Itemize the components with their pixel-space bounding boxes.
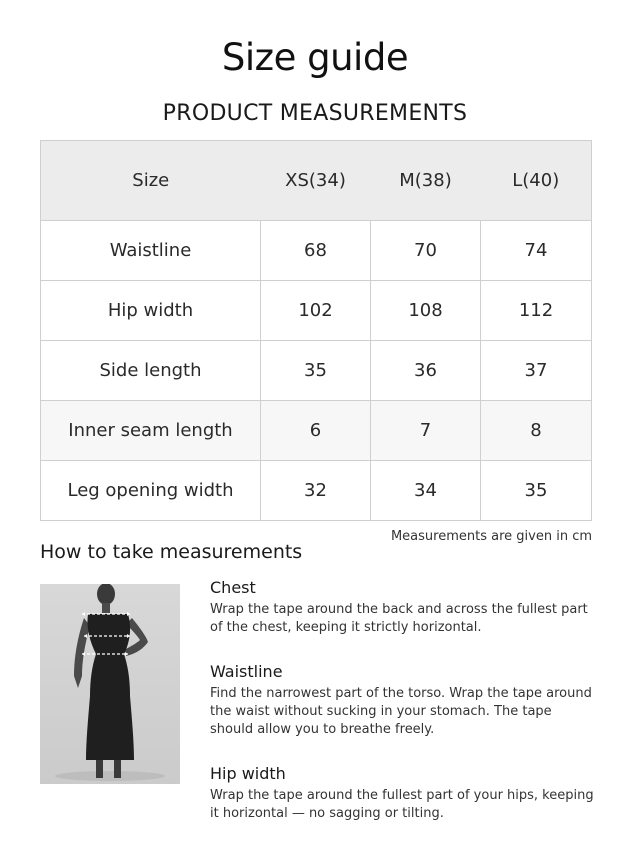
column-header-xs: XS(34) bbox=[261, 141, 371, 221]
instruction-heading: Waistline bbox=[210, 662, 283, 681]
row-label: Side length bbox=[41, 341, 261, 401]
size-table bbox=[40, 140, 592, 521]
model-figure-image bbox=[40, 584, 180, 784]
cell-value: 36 bbox=[371, 341, 481, 401]
table-row bbox=[41, 401, 592, 461]
instruction-text: Wrap the tape around the back and across the fullest part of the chest, keeping it strictly horizontal. bbox=[210, 602, 588, 635]
unit-note: Measurements are given in cm bbox=[390, 529, 592, 544]
page-title: Size guide bbox=[221, 36, 409, 79]
column-header-size: Size bbox=[41, 141, 261, 221]
cell-value: 108 bbox=[371, 281, 481, 341]
dress-silhouette-icon bbox=[40, 584, 180, 784]
cell-value: 35 bbox=[261, 341, 371, 401]
instruction-waistline bbox=[210, 662, 595, 739]
instruction-text: Find the narrowest part of the torso. Wrap the tape around the waist without sucking in your stomach. The tape should allow you to breathe freely. bbox=[210, 686, 592, 737]
table-row bbox=[41, 281, 592, 341]
cell-value: 34 bbox=[371, 461, 481, 521]
cell-value: 37 bbox=[481, 341, 592, 401]
row-label: Waistline bbox=[41, 221, 261, 281]
instruction-heading: Chest bbox=[210, 578, 256, 597]
table-row bbox=[41, 341, 592, 401]
how-to-title: How to take measurements bbox=[40, 541, 303, 563]
cell-value: 6 bbox=[261, 401, 371, 461]
column-header-l: L(40) bbox=[481, 141, 592, 221]
row-label: Leg opening width bbox=[41, 461, 261, 521]
instruction-heading: Hip width bbox=[210, 764, 286, 783]
table-row bbox=[41, 221, 592, 281]
row-label: Hip width bbox=[41, 281, 261, 341]
page-subtitle: PRODUCT MEASUREMENTS bbox=[162, 101, 468, 126]
cell-value: 7 bbox=[371, 401, 481, 461]
cell-value: 70 bbox=[371, 221, 481, 281]
instruction-text: Wrap the tape around the fullest part of your hips, keeping it horizontal — no sagging or tilting. bbox=[210, 788, 594, 821]
cell-value: 8 bbox=[481, 401, 592, 461]
cell-value: 102 bbox=[261, 281, 371, 341]
cell-value: 74 bbox=[481, 221, 592, 281]
cell-value: 68 bbox=[261, 221, 371, 281]
row-label: Inner seam length bbox=[41, 401, 261, 461]
cell-value: 35 bbox=[481, 461, 592, 521]
cell-value: 112 bbox=[481, 281, 592, 341]
instruction-chest bbox=[210, 578, 595, 637]
table-header-row bbox=[41, 141, 592, 221]
instruction-hip-width bbox=[210, 764, 595, 823]
table-row bbox=[41, 461, 592, 521]
column-header-m: M(38) bbox=[371, 141, 481, 221]
cell-value: 32 bbox=[261, 461, 371, 521]
